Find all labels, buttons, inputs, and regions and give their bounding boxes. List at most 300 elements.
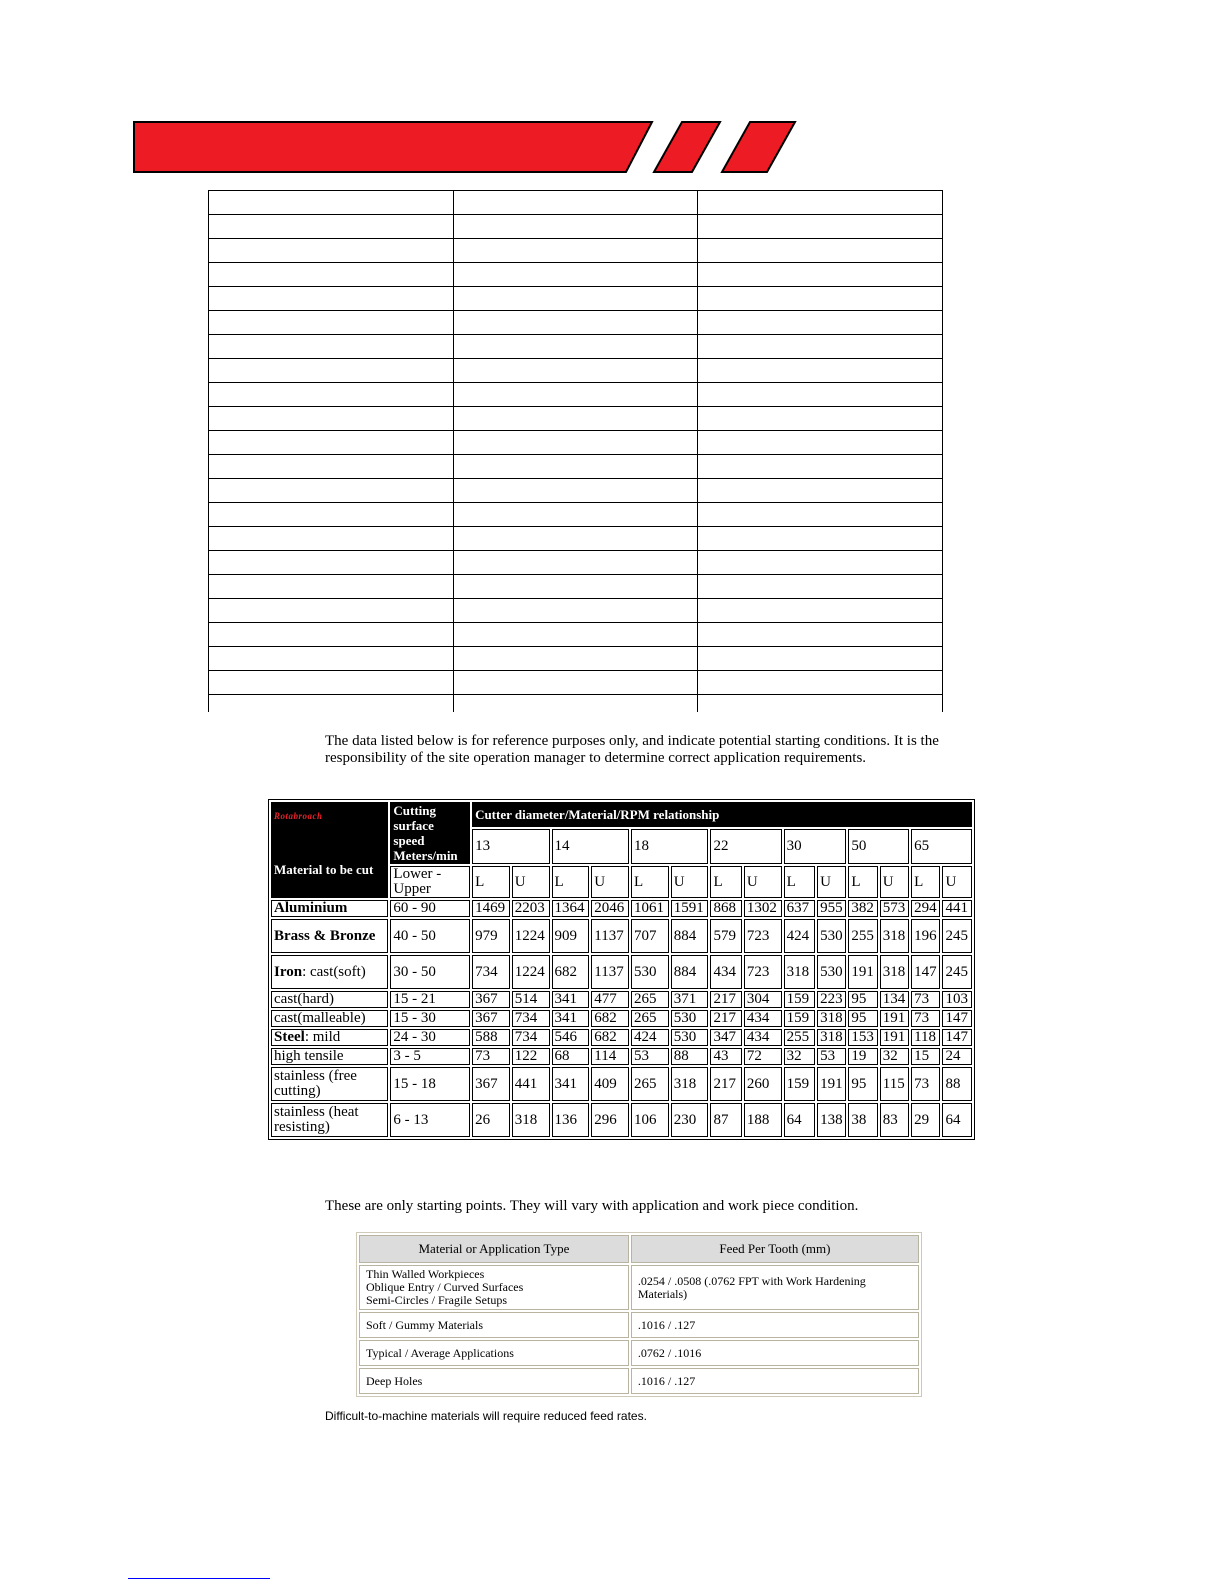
- grid-cell: [453, 383, 698, 407]
- rpm-value: 637: [784, 900, 815, 917]
- grid-cell: [209, 455, 454, 479]
- grid-cell: [698, 455, 943, 479]
- grid-cell: [698, 263, 943, 287]
- feed-table: [356, 1232, 922, 1397]
- rpm-value: 191: [817, 1067, 846, 1101]
- lower-label: L: [552, 866, 590, 898]
- rpm-value: 318: [671, 1067, 709, 1101]
- feed-value-cell: .1016 / .127: [631, 1368, 919, 1394]
- grid-cell: [209, 383, 454, 407]
- rpm-value: 53: [631, 1048, 669, 1065]
- rpm-value: 434: [744, 1029, 782, 1046]
- rpm-value: 1469: [472, 900, 510, 917]
- rpm-value: 147: [942, 1010, 972, 1027]
- grid-cell: [698, 431, 943, 455]
- rpm-value: 318: [512, 1103, 550, 1137]
- grid-cell: [453, 647, 698, 671]
- rpm-value: 884: [671, 919, 709, 953]
- rpm-value: 245: [942, 955, 972, 989]
- grid-cell: [209, 407, 454, 431]
- rpm-value: 682: [591, 1029, 629, 1046]
- feed-type-cell: [359, 1312, 629, 1338]
- grid-cell: [453, 263, 698, 287]
- feed-type-cell: [359, 1265, 629, 1310]
- rpm-value: 884: [671, 955, 709, 989]
- upper-label: U: [942, 866, 972, 898]
- grid-cell: [209, 575, 454, 599]
- rpm-value: 32: [784, 1048, 815, 1065]
- grid-row: [209, 671, 943, 695]
- feed-type-cell: [359, 1340, 629, 1366]
- rpm-value: 19: [848, 1048, 877, 1065]
- rpm-value: 1137: [591, 919, 629, 953]
- rpm-value: 255: [784, 1029, 815, 1046]
- lower-upper-header: Lower - Upper: [390, 866, 470, 898]
- rpm-value: 73: [911, 1010, 940, 1027]
- grid-cell: [453, 239, 698, 263]
- grid-cell: [453, 287, 698, 311]
- grid-cell: [209, 695, 454, 713]
- material-detail: : cast(soft): [302, 963, 366, 980]
- grid-cell: [209, 647, 454, 671]
- rpm-value: 260: [744, 1067, 782, 1101]
- rpm-value: 191: [880, 1029, 909, 1046]
- diameter-header: 22: [710, 829, 781, 864]
- rpm-value: 26: [472, 1103, 510, 1137]
- grid-row: [209, 359, 943, 383]
- starting-note: These are only starting points. They will vary with application and work piece condition.: [325, 1198, 859, 1214]
- grid-cell: [453, 671, 698, 695]
- material-cell: [271, 1048, 388, 1065]
- grid-row: [209, 503, 943, 527]
- blank-table: [208, 190, 943, 712]
- feed-row: [359, 1340, 919, 1366]
- rpm-value: 255: [848, 919, 877, 953]
- upper-label: U: [817, 866, 846, 898]
- material-cell: [271, 955, 388, 989]
- rpm-value: 53: [817, 1048, 846, 1065]
- rpm-value: 1224: [512, 955, 550, 989]
- rpm-value: 118: [911, 1029, 940, 1046]
- rpm-value: 115: [880, 1067, 909, 1101]
- grid-cell: [698, 215, 943, 239]
- rpm-value: 588: [472, 1029, 510, 1046]
- rpm-value: 723: [744, 955, 782, 989]
- rpm-value: 265: [631, 1010, 669, 1027]
- rpm-value: 1137: [591, 955, 629, 989]
- rpm-value: 304: [744, 991, 782, 1008]
- rpm-value: 723: [744, 919, 782, 953]
- grid-row: [209, 599, 943, 623]
- feed-value-cell: .0254 / .0508 (.0762 FPT with Work Hardening Materials): [631, 1265, 919, 1310]
- grid-cell: [209, 599, 454, 623]
- rpm-row: [271, 1103, 972, 1137]
- rpm-value: 341: [552, 1067, 590, 1101]
- rpm-value: 434: [744, 1010, 782, 1027]
- rpm-value: 294: [911, 900, 940, 917]
- rpm-value: 318: [880, 919, 909, 953]
- rpm-value: 136: [552, 1103, 590, 1137]
- rpm-value: 134: [880, 991, 909, 1008]
- grid-cell: [698, 311, 943, 335]
- rpm-value: 265: [631, 991, 669, 1008]
- grid-cell: [453, 479, 698, 503]
- grid-cell: [209, 431, 454, 455]
- rpm-value: 318: [880, 955, 909, 989]
- rpm-value: 955: [817, 900, 846, 917]
- rpm-value: 979: [472, 919, 510, 953]
- speed-header: Cutting surface speed Meters/min: [390, 802, 470, 864]
- rpm-value: 29: [911, 1103, 940, 1137]
- rotabroach-logo: Rotabroach: [274, 811, 323, 821]
- footer-link-line: [128, 1578, 270, 1579]
- material-name: Iron: [274, 963, 303, 980]
- grid-cell: [209, 191, 454, 215]
- grid-cell: [698, 191, 943, 215]
- grid-cell: [698, 479, 943, 503]
- grid-cell: [209, 335, 454, 359]
- rpm-value: 64: [942, 1103, 972, 1137]
- grid-row: [209, 647, 943, 671]
- grid-row: [209, 551, 943, 575]
- rpm-value: 73: [911, 1067, 940, 1101]
- rpm-value: 371: [671, 991, 709, 1008]
- rpm-value: 38: [848, 1103, 877, 1137]
- grid-cell: [698, 359, 943, 383]
- rpm-value: 103: [942, 991, 972, 1008]
- diameter-header: 50: [848, 829, 909, 864]
- rpm-value: 1224: [512, 919, 550, 953]
- rpm-value: 147: [942, 1029, 972, 1046]
- rpm-row: [271, 919, 972, 953]
- grid-row: [209, 215, 943, 239]
- rpm-value: 64: [784, 1103, 815, 1137]
- grid-row: [209, 287, 943, 311]
- rpm-value: 88: [671, 1048, 709, 1065]
- rpm-row: [271, 1067, 972, 1101]
- rpm-value: 296: [591, 1103, 629, 1137]
- rpm-value: 217: [710, 991, 741, 1008]
- rpm-value: 682: [591, 1010, 629, 1027]
- grid-cell: [453, 215, 698, 239]
- grid-cell: [453, 455, 698, 479]
- rpm-value: 1302: [744, 900, 782, 917]
- speed-cell: 30 - 50: [390, 955, 470, 989]
- rpm-value: 87: [710, 1103, 741, 1137]
- speed-cell: 3 - 5: [390, 1048, 470, 1065]
- rpm-value: 530: [631, 955, 669, 989]
- rpm-value: 546: [552, 1029, 590, 1046]
- diameter-header: 30: [784, 829, 847, 864]
- rpm-value: 909: [552, 919, 590, 953]
- lower-label: L: [848, 866, 877, 898]
- rpm-value: 138: [817, 1103, 846, 1137]
- grid-row: [209, 239, 943, 263]
- rpm-value: 734: [512, 1029, 550, 1046]
- grid-cell: [209, 239, 454, 263]
- diameter-header: 13: [472, 829, 549, 864]
- material-detail: stainless (free cutting): [274, 1068, 357, 1099]
- rpm-value: 367: [472, 1067, 510, 1101]
- speed-cell: 15 - 21: [390, 991, 470, 1008]
- header-banner: [130, 118, 805, 178]
- grid-row: [209, 311, 943, 335]
- grid-cell: [698, 503, 943, 527]
- grid-cell: [453, 695, 698, 713]
- grid-cell: [209, 311, 454, 335]
- material-detail: cast(malleable): [274, 1010, 366, 1026]
- rpm-value: 191: [880, 1010, 909, 1027]
- feed-row: [359, 1368, 919, 1394]
- rpm-value: 188: [744, 1103, 782, 1137]
- lower-label: L: [911, 866, 940, 898]
- rpm-value: 153: [848, 1029, 877, 1046]
- rpm-value: 95: [848, 1010, 877, 1027]
- grid-cell: [453, 431, 698, 455]
- rpm-value: 217: [710, 1010, 741, 1027]
- rpm-value: 382: [848, 900, 877, 917]
- material-header-cell: [271, 802, 388, 898]
- rpm-value: 68: [552, 1048, 590, 1065]
- rpm-value: 159: [784, 1067, 815, 1101]
- feed-value-cell: .1016 / .127: [631, 1312, 919, 1338]
- grid-row: [209, 527, 943, 551]
- grid-cell: [209, 527, 454, 551]
- grid-cell: [698, 575, 943, 599]
- grid-cell: [698, 599, 943, 623]
- upper-label: U: [671, 866, 709, 898]
- rpm-value: 530: [817, 955, 846, 989]
- speed-cell: 15 - 18: [390, 1067, 470, 1101]
- grid-cell: [698, 287, 943, 311]
- grid-cell: [453, 527, 698, 551]
- grid-row: [209, 695, 943, 713]
- grid-cell: [209, 671, 454, 695]
- grid-cell: [453, 335, 698, 359]
- material-detail: cast(hard): [274, 991, 334, 1007]
- speed-cell: 60 - 90: [390, 900, 470, 917]
- material-name: Aluminium: [274, 900, 348, 916]
- rpm-value: 318: [817, 1010, 846, 1027]
- rpm-value: 579: [710, 919, 741, 953]
- grid-row: [209, 191, 943, 215]
- lower-label: L: [472, 866, 510, 898]
- feed-header-fpt: Feed Per Tooth (mm): [631, 1235, 919, 1263]
- intro-text: The data listed below is for reference purposes only, and indicate potential starting conditions. It is the responsibility of the site operation manager to determine correct application requirements.: [325, 733, 939, 766]
- grid-row: [209, 455, 943, 479]
- rpm-value: 441: [942, 900, 972, 917]
- feed-type-line: Semi-Circles / Fragile Setups: [366, 1293, 507, 1307]
- rpm-value: 24: [942, 1048, 972, 1065]
- grid-row: [209, 575, 943, 599]
- rpm-value: 1364: [552, 900, 590, 917]
- rpm-value: 341: [552, 991, 590, 1008]
- upper-label: U: [591, 866, 629, 898]
- rpm-value: 2203: [512, 900, 550, 917]
- grid-row: [209, 383, 943, 407]
- material-detail: stainless (heat resisting): [274, 1104, 359, 1135]
- grid-cell: [209, 215, 454, 239]
- material-cell: [271, 919, 388, 953]
- empty-grid: [200, 190, 960, 712]
- feed-value-cell: .0762 / .1016: [631, 1340, 919, 1366]
- diameter-header: 65: [911, 829, 972, 864]
- rpm-value: 367: [472, 1010, 510, 1027]
- material-cell: [271, 991, 388, 1008]
- rpm-row: [271, 1029, 972, 1046]
- grid-cell: [209, 623, 454, 647]
- rpm-value: 707: [631, 919, 669, 953]
- rpm-value: 230: [671, 1103, 709, 1137]
- grid-cell: [698, 623, 943, 647]
- grid-cell: [453, 575, 698, 599]
- speed-cell: 15 - 30: [390, 1010, 470, 1027]
- feed-row: [359, 1265, 919, 1310]
- rpm-value: 1591: [671, 900, 709, 917]
- feed-type-line: Typical / Average Applications: [366, 1345, 514, 1360]
- rpm-value: 734: [472, 955, 510, 989]
- rpm-row: [271, 955, 972, 989]
- rpm-value: 514: [512, 991, 550, 1008]
- grid-cell: [698, 551, 943, 575]
- material-header: Material to be cut: [274, 862, 374, 877]
- rpm-value: 265: [631, 1067, 669, 1101]
- feed-type-line: Soft / Gummy Materials: [366, 1317, 483, 1332]
- rpm-value: 159: [784, 991, 815, 1008]
- grid-cell: [698, 527, 943, 551]
- grid-cell: [698, 407, 943, 431]
- rpm-value: 72: [744, 1048, 782, 1065]
- feed-row: [359, 1312, 919, 1338]
- rpm-value: 2046: [591, 900, 629, 917]
- rpm-value: 191: [848, 955, 877, 989]
- rpm-value: 95: [848, 991, 877, 1008]
- relationship-header: Cutter diameter/Material/RPM relationship: [472, 802, 972, 827]
- rpm-value: 114: [591, 1048, 629, 1065]
- grid-cell: [453, 551, 698, 575]
- speed-cell: 24 - 30: [390, 1029, 470, 1046]
- rpm-table: [268, 799, 975, 1140]
- grid-cell: [453, 503, 698, 527]
- rpm-value: 682: [552, 955, 590, 989]
- feed-type-line: Deep Holes: [366, 1373, 423, 1388]
- grid-row: [209, 431, 943, 455]
- rpm-value: 341: [552, 1010, 590, 1027]
- rpm-value: 573: [880, 900, 909, 917]
- rpm-value: 43: [710, 1048, 741, 1065]
- difficult-note: Difficult-to-machine materials will require reduced feed rates.: [325, 1409, 647, 1423]
- feed-header-material: Material or Application Type: [359, 1235, 629, 1263]
- lower-label: L: [631, 866, 669, 898]
- rpm-value: 318: [817, 1029, 846, 1046]
- material-detail: high tensile: [274, 1048, 344, 1064]
- rpm-row: [271, 1048, 972, 1065]
- grid-cell: [698, 671, 943, 695]
- grid-cell: [209, 263, 454, 287]
- rpm-value: 95: [848, 1067, 877, 1101]
- grid-row: [209, 335, 943, 359]
- rpm-value: 106: [631, 1103, 669, 1137]
- material-cell: [271, 1103, 388, 1137]
- speed-cell: 40 - 50: [390, 919, 470, 953]
- rpm-value: 477: [591, 991, 629, 1008]
- rpm-value: 15: [911, 1048, 940, 1065]
- rpm-value: 223: [817, 991, 846, 1008]
- rpm-value: 32: [880, 1048, 909, 1065]
- grid-cell: [453, 623, 698, 647]
- rpm-value: 868: [710, 900, 741, 917]
- grid-cell: [209, 287, 454, 311]
- grid-row: [209, 407, 943, 431]
- rpm-value: 245: [942, 919, 972, 953]
- upper-label: U: [880, 866, 909, 898]
- material-cell: [271, 900, 388, 917]
- lower-label: L: [784, 866, 815, 898]
- material-detail: : mild: [304, 1029, 341, 1045]
- grid-cell: [453, 359, 698, 383]
- material-name: Brass & Bronze: [274, 927, 376, 944]
- grid-cell: [698, 695, 943, 713]
- rpm-value: 424: [784, 919, 815, 953]
- grid-cell: [698, 647, 943, 671]
- upper-label: U: [512, 866, 550, 898]
- rpm-value: 122: [512, 1048, 550, 1065]
- grid-cell: [453, 311, 698, 335]
- material-name: Steel: [274, 1029, 305, 1045]
- diameter-header: 14: [552, 829, 629, 864]
- grid-cell: [209, 503, 454, 527]
- rpm-value: 88: [942, 1067, 972, 1101]
- feed-type-line: Oblique Entry / Curved Surfaces: [366, 1280, 524, 1294]
- material-cell: [271, 1010, 388, 1027]
- grid-cell: [698, 383, 943, 407]
- rpm-value: 409: [591, 1067, 629, 1101]
- lower-label: L: [710, 866, 741, 898]
- rpm-row: [271, 991, 972, 1008]
- grid-cell: [209, 479, 454, 503]
- rpm-value: 530: [671, 1010, 709, 1027]
- grid-row: [209, 479, 943, 503]
- rpm-value: 83: [880, 1103, 909, 1137]
- rpm-value: 530: [817, 919, 846, 953]
- grid-row: [209, 263, 943, 287]
- rpm-value: 367: [472, 991, 510, 1008]
- rpm-value: 530: [671, 1029, 709, 1046]
- diameter-header: 18: [631, 829, 708, 864]
- grid-cell: [453, 191, 698, 215]
- rpm-value: 73: [472, 1048, 510, 1065]
- rpm-value: 73: [911, 991, 940, 1008]
- rpm-value: 196: [911, 919, 940, 953]
- rpm-value: 434: [710, 955, 741, 989]
- rpm-value: 734: [512, 1010, 550, 1027]
- rpm-value: 159: [784, 1010, 815, 1027]
- rpm-row: [271, 900, 972, 917]
- grid-cell: [698, 335, 943, 359]
- feed-type-line: Thin Walled Workpieces: [366, 1267, 485, 1281]
- rpm-value: 424: [631, 1029, 669, 1046]
- grid-cell: [209, 551, 454, 575]
- upper-label: U: [744, 866, 782, 898]
- rpm-value: 1061: [631, 900, 669, 917]
- rpm-row: [271, 1010, 972, 1027]
- material-cell: [271, 1029, 388, 1046]
- grid-cell: [453, 407, 698, 431]
- grid-cell: [698, 239, 943, 263]
- rpm-value: 347: [710, 1029, 741, 1046]
- speed-cell: 6 - 13: [390, 1103, 470, 1137]
- feed-type-cell: [359, 1368, 629, 1394]
